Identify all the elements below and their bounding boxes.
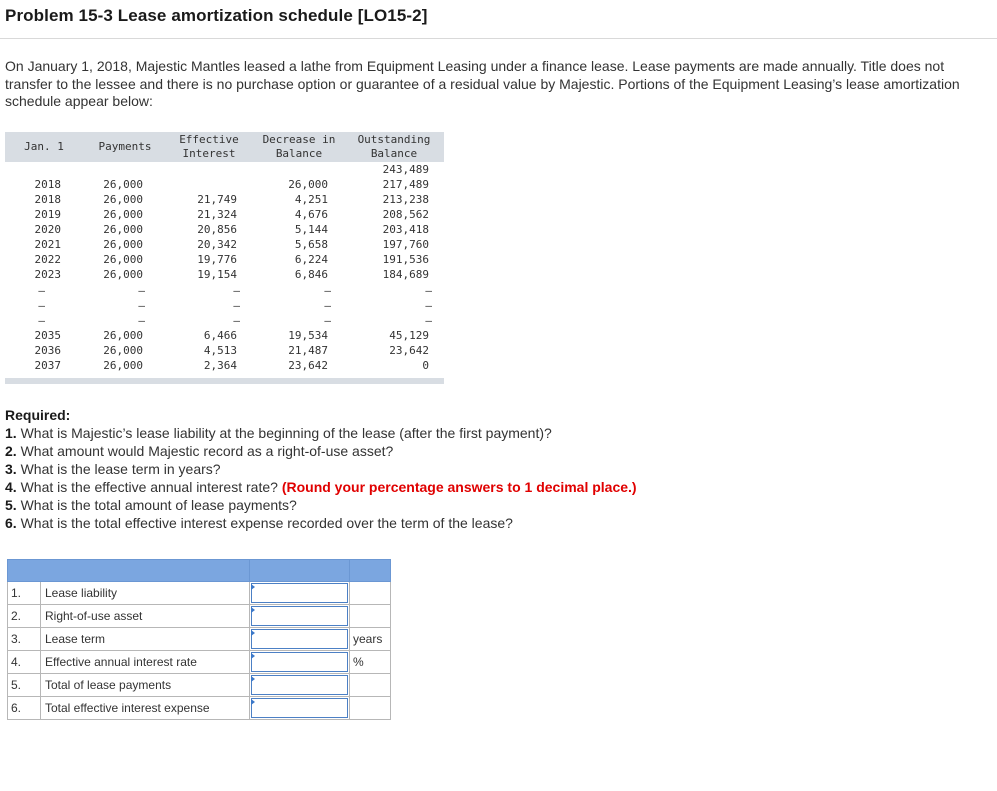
cell-balance: 213,238 [382,193,429,206]
input-marker-icon [251,584,255,590]
question-3: 3. What is the lease term in years? [5,461,221,477]
answer-label: Lease liability [41,582,250,605]
answer-label: Right-of-use asset [41,605,250,628]
dash-mark: — [324,284,331,297]
lease-term-input[interactable] [251,629,348,649]
dash-mark: — [425,299,432,312]
cell-balance: 217,489 [382,178,429,191]
dash-mark: — [425,314,432,327]
table-row [5,358,444,373]
question-6-text: What is the total effective interest expense recorded over the term of the lease? [20,515,513,531]
cell-interest: 2,364 [203,359,237,372]
answer-number: 5. [8,674,41,697]
required-label: Required: [5,407,71,423]
cell-interest: 20,342 [197,238,237,251]
interest-rate-input[interactable] [251,652,348,672]
cell-year: 2020 [34,223,61,236]
title-divider [0,38,997,39]
cell-interest: 4,513 [203,344,237,357]
answer-number: 1. [8,582,41,605]
ellipsis-row [5,283,444,298]
cell-payment: 26,000 [103,359,143,372]
answer-row-total-interest [8,697,391,720]
table-row [5,343,444,358]
right-of-use-asset-input[interactable] [251,606,348,626]
cell-payment: 26,000 [103,238,143,251]
problem-intro: On January 1, 2018, Majestic Mantles leased a lathe from Equipment Leasing under a finance lease. Lease payments are made annually. Title does not transfer to the lessee and there is no purchase option or guarantee of a residual value by Majestic. Portions of the Equipment Leasing’s lease amortization schedule appear below: [5,58,960,109]
dash-mark: — [38,314,45,327]
required-section [5,406,965,532]
cell-decrease: 21,487 [288,344,328,357]
ellipsis-row [5,298,444,313]
cell-year: 2037 [34,359,61,372]
cell-payment: 26,000 [103,208,143,221]
dash-mark: — [138,314,145,327]
cell-payment: 26,000 [103,193,143,206]
cell-decrease: 26,000 [288,178,328,191]
header-outstanding-line1: Outstanding [357,133,431,146]
opening-balance: 243,489 [382,163,429,176]
question-4-text: What is the effective annual interest rate? [20,479,278,495]
cell-payment: 26,000 [103,253,143,266]
input-marker-icon [251,676,255,682]
answer-unit: % [350,651,391,674]
ellipsis-row [5,313,444,328]
cell-decrease: 6,846 [294,268,328,281]
answer-row-interest-rate [8,651,391,674]
answer-unit [350,605,391,628]
cell-year: 2019 [34,208,61,221]
cell-decrease: 4,676 [294,208,328,221]
question-4: 4. What is the effective annual interest rate? (Round your percentage answers to 1 decimal place.) [5,479,637,495]
answer-number: 2. [8,605,41,628]
dash-mark: — [38,284,45,297]
answer-number: 6. [8,697,41,720]
header-outstanding-line2: Balance [370,147,418,160]
input-marker-icon [251,607,255,613]
answer-label: Total effective interest expense [41,697,250,720]
cell-year: 2035 [34,329,61,342]
answer-row-total-payments [8,674,391,697]
cell-year: 2036 [34,344,61,357]
answer-number: 4. [8,651,41,674]
cell-decrease: 23,642 [288,359,328,372]
cell-balance: 0 [422,359,429,372]
dash-mark: — [324,314,331,327]
table-row [5,237,444,252]
answer-unit [350,697,391,720]
header-decrease-line1: Decrease in [262,133,336,146]
dash-mark: — [138,299,145,312]
question-1-text: What is Majestic’s lease liability at the beginning of the lease (after the first payment)? [20,425,552,441]
answer-row-lease-term [8,628,391,651]
dash-mark: — [138,284,145,297]
input-marker-icon [251,630,255,636]
cell-balance: 45,129 [389,329,429,342]
cell-interest: 19,776 [197,253,237,266]
answer-unit [350,674,391,697]
cell-payment: 26,000 [103,268,143,281]
total-payments-input[interactable] [251,675,348,695]
cell-payment: 26,000 [103,329,143,342]
dash-mark: — [233,284,240,297]
schedule-footer-bar [5,378,444,384]
cell-year: 2023 [34,268,61,281]
answer-unit: years [350,628,391,651]
cell-interest: 21,749 [197,193,237,206]
table-row [5,207,444,222]
cell-decrease: 4,251 [294,193,328,206]
question-5-text: What is the total amount of lease payments? [20,497,297,513]
answer-label: Effective annual interest rate [41,651,250,674]
cell-balance: 208,562 [382,208,429,221]
question-2-text: What amount would Majestic record as a right-of-use asset? [20,443,394,459]
table-row [5,252,444,267]
cell-year: 2021 [34,238,61,251]
table-row [5,192,444,207]
question-5: 5. What is the total amount of lease payments? [5,497,297,513]
dash-mark: — [233,314,240,327]
cell-year: 2022 [34,253,61,266]
opening-balance-row [5,162,444,177]
problem-title: Problem 15-3 Lease amortization schedule [LO15-2] [5,6,428,25]
header-decrease-line2: Balance [275,147,323,160]
table-row [5,267,444,282]
question-6: 6. What is the total effective interest expense recorded over the term of the lease? [5,515,513,531]
cell-payment: 26,000 [103,344,143,357]
dash-mark: — [324,299,331,312]
cell-decrease: 6,224 [294,253,328,266]
input-marker-icon [251,653,255,659]
cell-balance: 203,418 [382,223,429,236]
header-interest-line2: Interest [182,147,236,160]
cell-interest: 19,154 [197,268,237,281]
table-row [5,177,444,192]
cell-decrease: 5,658 [294,238,328,251]
cell-balance: 191,536 [382,253,429,266]
answer-table-header [8,560,391,582]
header-jan: Jan. 1 [24,140,64,153]
schedule-header [5,132,444,162]
cell-interest: 20,856 [197,223,237,236]
answer-unit [350,582,391,605]
lease-liability-input[interactable] [251,583,348,603]
answer-table [7,559,391,720]
cell-interest: 6,466 [203,329,237,342]
cell-decrease: 19,534 [288,329,328,342]
answer-label: Total of lease payments [41,674,250,697]
rounding-note: (Round your percentage answers to 1 decimal place.) [281,479,637,495]
cell-interest: 21,324 [197,208,237,221]
answer-label: Lease term [41,628,250,651]
dash-mark: — [425,284,432,297]
question-2: 2. What amount would Majestic record as a right-of-use asset? [5,443,394,459]
dash-mark: — [38,299,45,312]
cell-balance: 184,689 [382,268,429,281]
cell-decrease: 5,144 [294,223,328,236]
table-row [5,328,444,343]
answer-number: 3. [8,628,41,651]
answer-row-right-of-use-asset [8,605,391,628]
cell-year: 2018 [34,193,61,206]
question-1: 1. What is Majestic’s lease liability at the beginning of the lease (after the first payment)? [5,425,552,441]
header-interest-line1: Effective [179,133,239,146]
header-payments: Payments [98,140,152,153]
total-interest-input[interactable] [251,698,348,718]
cell-year: 2018 [34,178,61,191]
answer-row-lease-liability [8,582,391,605]
table-row [5,222,444,237]
cell-balance: 23,642 [389,344,429,357]
cell-balance: 197,760 [382,238,429,251]
question-3-text: What is the lease term in years? [20,461,221,477]
cell-payment: 26,000 [103,178,143,191]
cell-payment: 26,000 [103,223,143,236]
input-marker-icon [251,699,255,705]
dash-mark: — [233,299,240,312]
